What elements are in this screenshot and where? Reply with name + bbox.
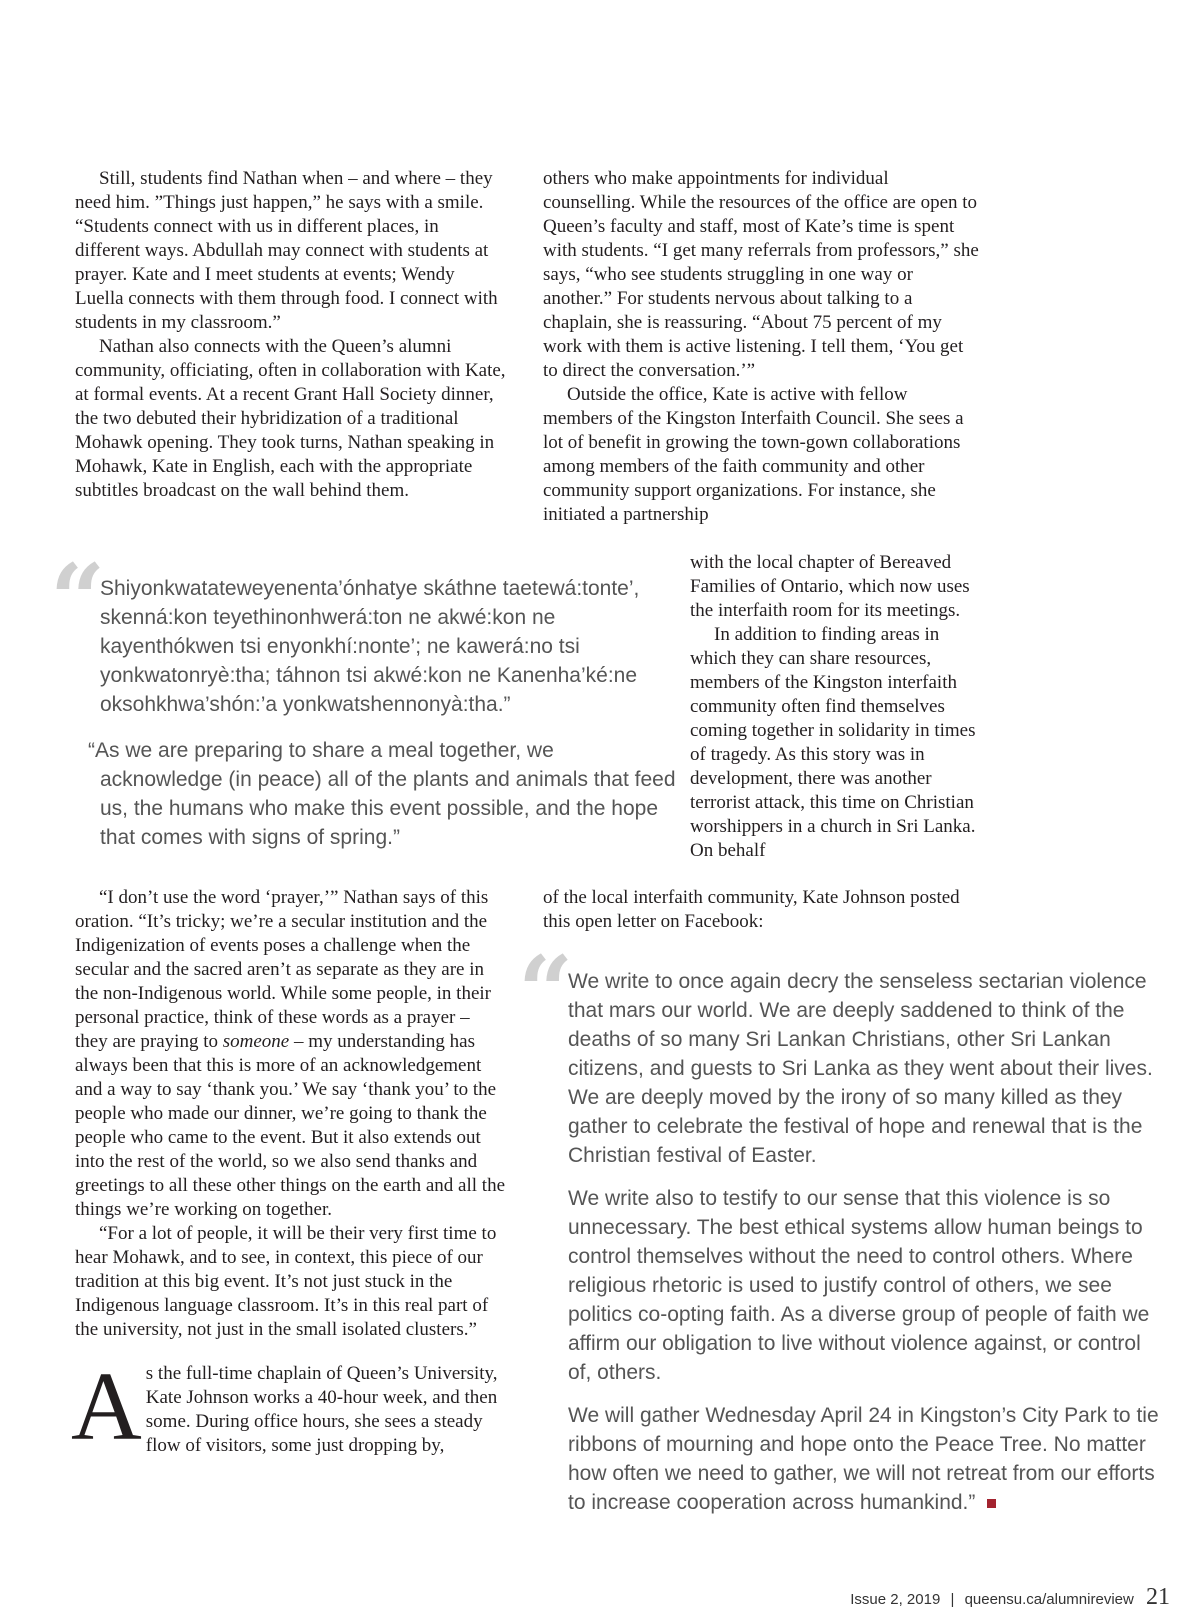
body-paragraph: Outside the office, Kate is active with fellow members of the Kingston Interfaith Council. She sees a lot of benefit in growing the town-gown collaborations among members of the faith community and other community support organizations. For instance, she initiated a partnership [543, 384, 964, 525]
open-letter-quote [568, 967, 1168, 1531]
footer-url: queensu.ca/alumnireview [964, 1591, 1134, 1608]
mohawk-quote-text: Shiyonkwatateweyenenta’ónhatye skáthne taetewá:tonte’, skenná:kon teyethinonhwerá:ton ne akwé:kon ne kayenthókwen tsi enyonkhí:nonte’; ne kawerá:no tsi yonkwatonryè:tha; táhnon tsi akwé:kon ne Kanenha’ké:ne oksohkhwa’shón:’a yonkwatshennonyà:tha.” [100, 577, 640, 716]
page-footer [790, 1584, 1170, 1614]
body-paragraph: Nathan also connects with the Queen’s alumni community, officiating, often in collaboration with Kate, at formal events. At a recent Grant Hall Society dinner, the two debuted their hybridization of a traditional Mohawk opening. They took turns, Nathan speaking in Mohawk, Kate in English, each with the appropriate subtitles broadcast on the wall behind them. [75, 336, 506, 501]
right-column-narrow [690, 551, 990, 863]
body-paragraph: of the local interfaith community, Kate Johnson posted this open letter on Facebook: [543, 887, 960, 932]
body-text: – my understanding has always been that this is more of an acknowledgement and a way to say ‘thank you.’ We say ‘thank you’ to the people who made our dinner, we’re going to thank the people who came to the event. But it also extends out into the rest of the world, so we also send thanks and greetings to all these other things on the earth and all the things we’re working on together. [75, 1031, 506, 1220]
right-column-top [543, 167, 980, 527]
body-paragraph: “For a lot of people, it will be their very first time to hear Mohawk, and to see, in context, this piece of our tradition at this big event. It’s not just stuck in the Indigenous language classroom. It’s in this real part of the university, not just in the small isolated clusters.” [75, 1223, 497, 1340]
english-pull-quote [88, 736, 678, 852]
letter-paragraph [568, 1401, 1168, 1517]
body-paragraph: others who make appointments for individual counselling. While the resources of the office are open to Queen’s faculty and staff, most of Kate’s time is spent with students. “I get many referrals from professors,” she says, “who see students struggling in one way or another.” For students nervous about talking to a chaplain, she is reassuring. “About 75 percent of my work with them is active listening. I tell them, ‘You get to direct the conversation.’” [543, 168, 979, 381]
body-paragraph: with the local chapter of Bereaved Families of Ontario, which now uses the interfaith room for its meetings. [690, 552, 970, 621]
letter-text: We will gather Wednesday April 24 in Kingston’s City Park to tie ribbons of mourning and hope onto the Peace Tree. No matter how often we need to gather, we will not retreat from our efforts to increase cooperation across humankind.” [568, 1404, 1159, 1514]
body-paragraph [75, 886, 507, 1222]
end-mark-icon [987, 1499, 996, 1508]
letter-paragraph: We write to once again decry the senseless sectarian violence that mars our world. We are deeply saddened to think of the deaths of so many Sri Lankan Christians, other Sri Lankan citizens, and guests to Sri Lanka as they went about their lives. We are deeply moved by the irony of so many killed as they gather to celebrate the festival of hope and renewal that is the Christian festival of Easter. [568, 970, 1153, 1167]
emphasis-text: someone [222, 1031, 290, 1052]
left-column-top [75, 167, 507, 503]
body-paragraph: Still, students find Nathan when – and where – they need him. ”Things just happen,” he says with a smile. “Students connect with us in different places, in different ways. Abdullah may connect with students at prayer. Kate and I meet students at events; Wendy Luella connects with them through food. I connect with students in my classroom.” [75, 168, 498, 333]
issue-label: Issue 2, 2019 [850, 1591, 941, 1608]
body-paragraph: In addition to finding areas in which they can share resources, members of the Kingston interfaith community often find themselves coming together in solidarity in times of tragedy. As this story was in development, there was another terrorist attack, this time on Christian worshippers in a church in Sri Lanka. On behalf [690, 624, 976, 861]
page-number: 21 [1146, 1584, 1170, 1610]
letter-paragraph: We write also to testify to our sense that this violence is so unnecessary. The best ethical systems allow human beings to control themselves without the need to control others. Where religious rhetoric is used to justify control of others, we see politics co-opting faith. As a diverse group of people of faith we affirm our obligation to live without violence against, or control of, others. [568, 1187, 1150, 1384]
english-quote-text: “As we are preparing to share a meal together, we acknowledge (in peace) all of the plants and animals that feed us, the humans who make this event possible, and the hope that comes with signs of spring.” [88, 739, 676, 849]
footer-separator: | [950, 1591, 955, 1608]
dropcap-letter: A [71, 1353, 142, 1461]
dropcap-paragraph [71, 1353, 507, 1461]
quote-mark-icon: “ [518, 935, 574, 1048]
right-column-continuation [543, 886, 983, 934]
mohawk-pull-quote [100, 574, 660, 719]
body-text: “I don’t use the word ‘prayer,’” Nathan says of this oration. “It’s tricky; we’re a secular institution and the Indigenization of events poses a challenge when the secular and the sacred aren’t as separate as they are in the non-Indigenous world. While some people, in their personal practice, think of these words as a prayer – they are praying to [75, 887, 491, 1052]
quote-mark-icon: “ [50, 543, 106, 656]
body-text: s the full-time chaplain of Queen’s University, Kate Johnson works a 40-hour week, and then some. During office hours, she sees a steady flow of visitors, some just dropping by, [145, 1363, 498, 1456]
left-column-bottom [71, 886, 507, 1461]
